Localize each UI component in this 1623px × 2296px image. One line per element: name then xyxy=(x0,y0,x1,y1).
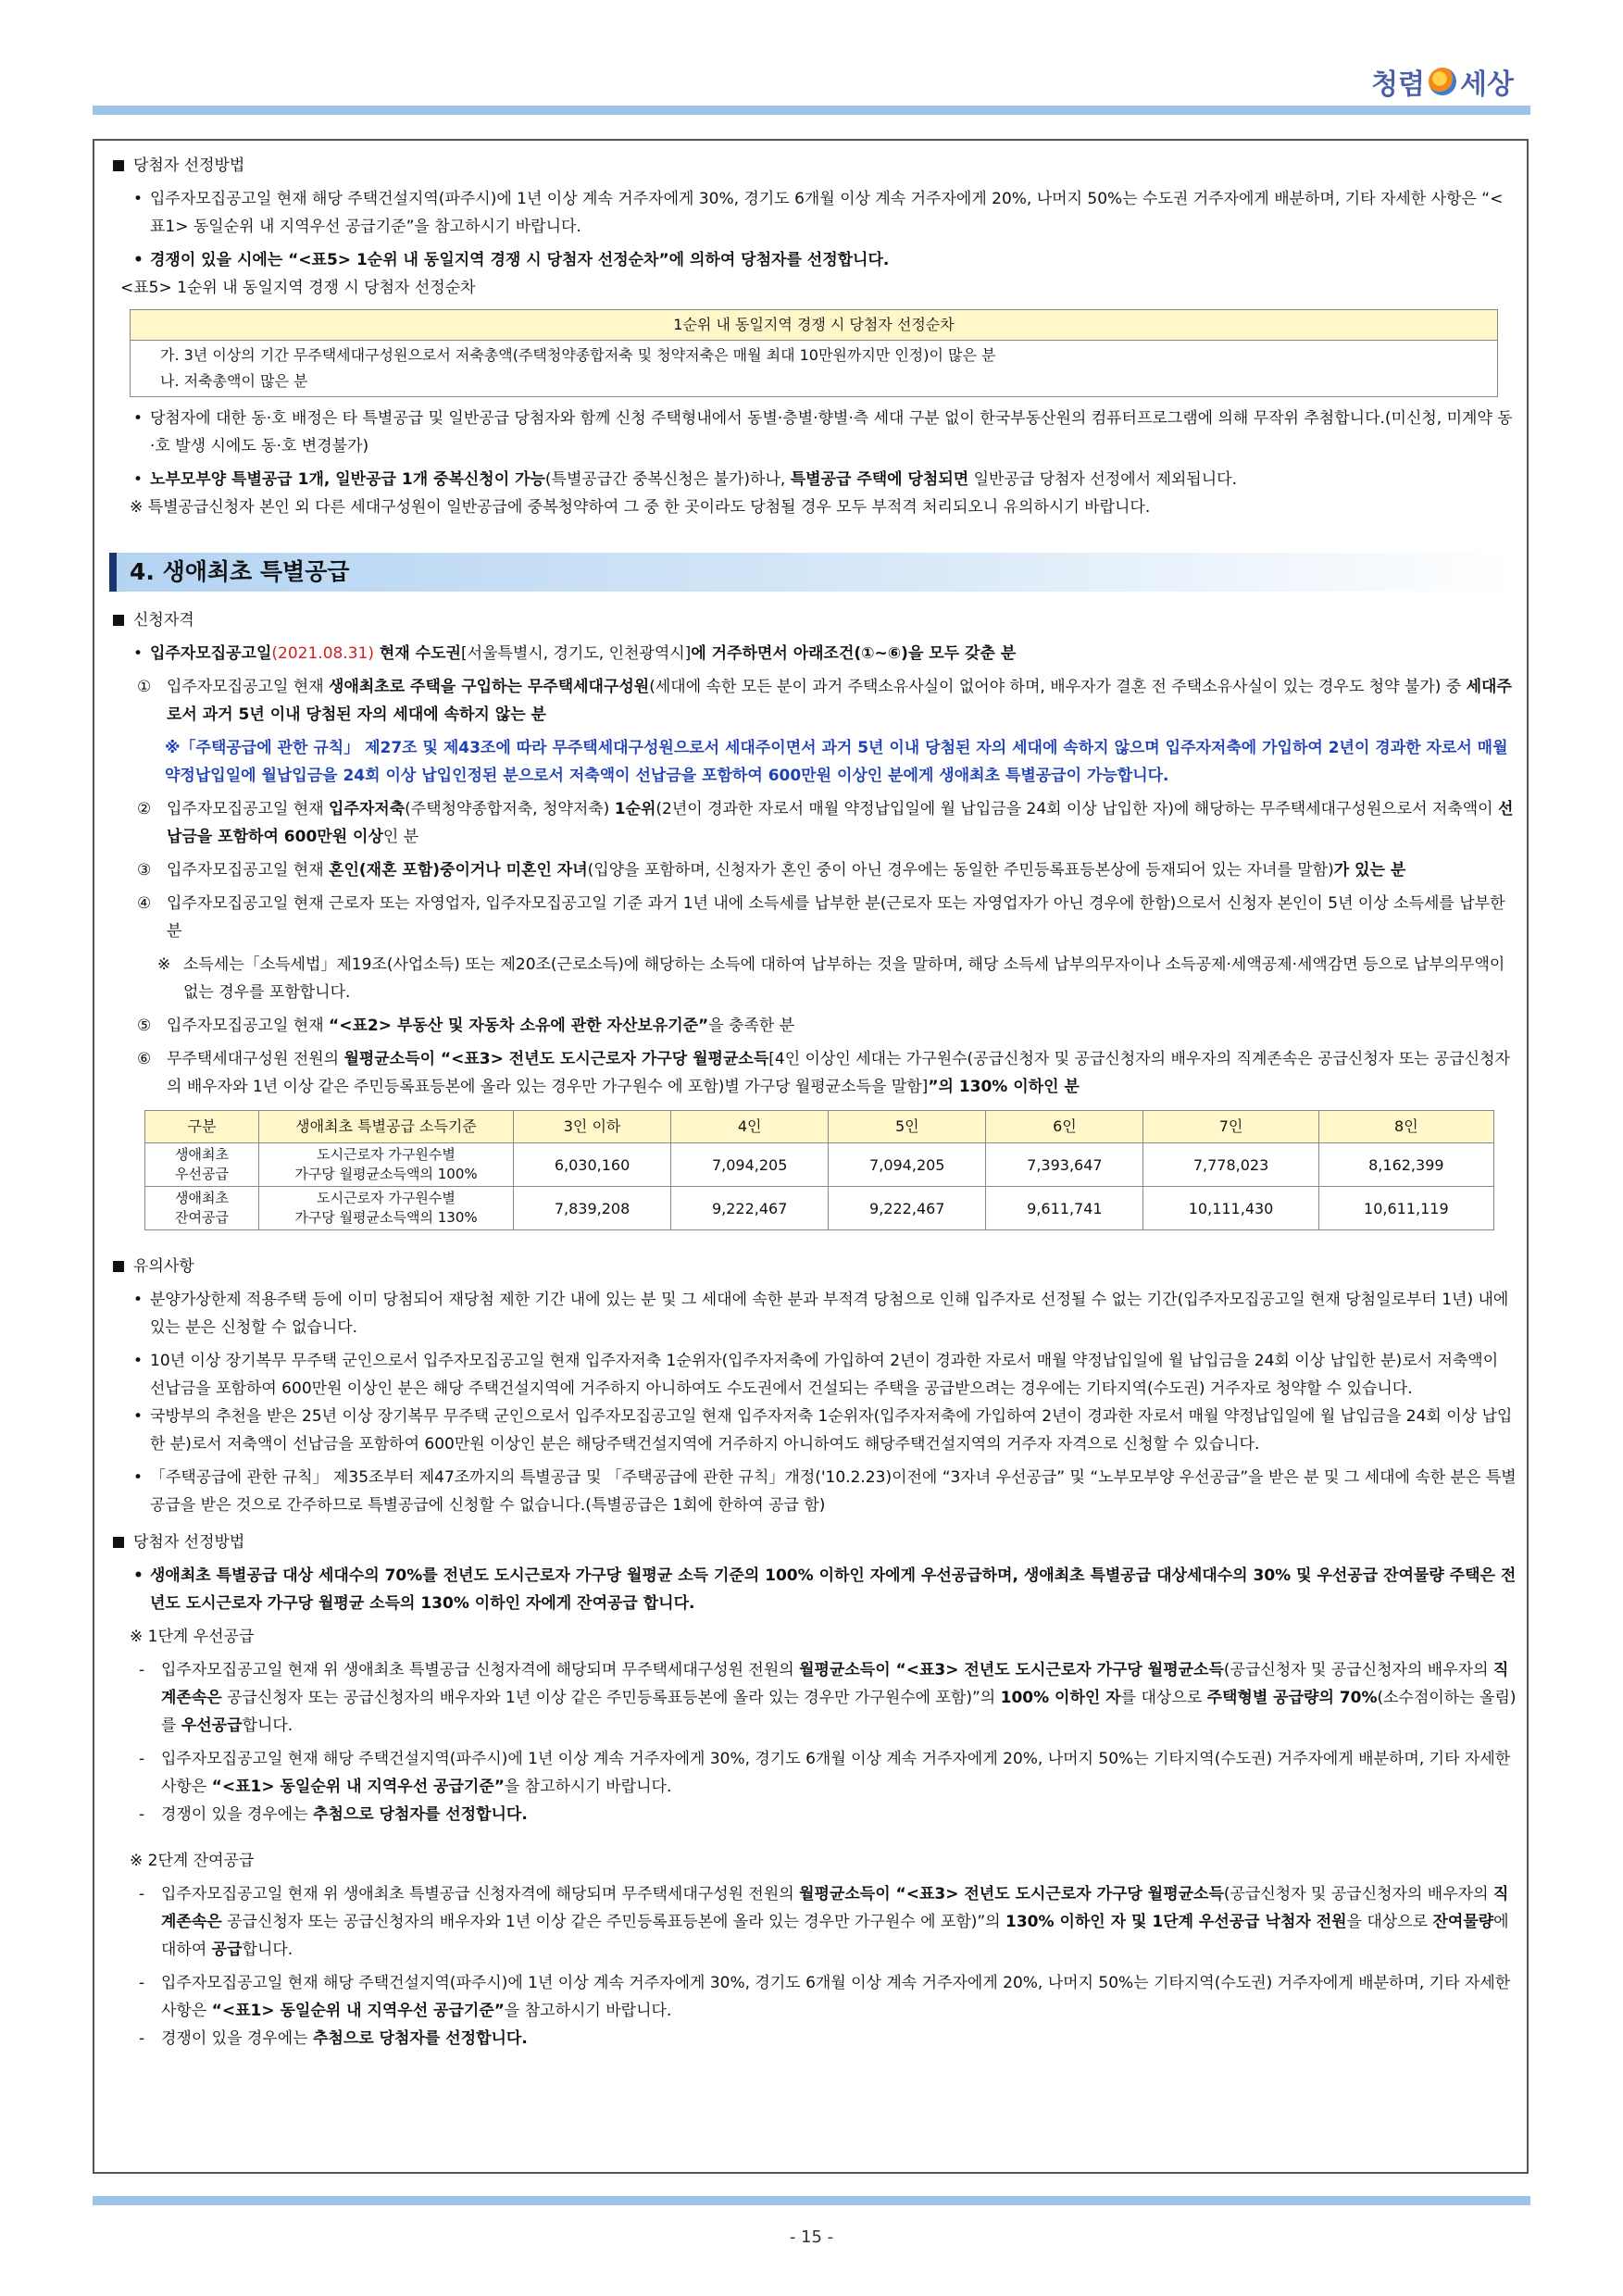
condition-4-note: ※ 소득세는「소득세법」제19조(사업소득) 또는 제20조(근로소득)에 해당하는 소득에 대하여 납부하는 것을 말하며, 해당 소득세 납부의무자이나 소득공제·세액공제·세액감면 등으로 납부의무액이 없는 경우를 포함합니다. xyxy=(157,955,1505,1002)
income-value-cell: 9,222,467 xyxy=(671,1187,829,1230)
income-th: 구분 xyxy=(145,1111,259,1143)
stage2-dash-1: - 입주자모집공고일 현재 위 생애최초 특별공급 신청자격에 해당되며 무주택세대구성원 전원의 월평균소득이 “<표3> 전년도 도시근로자 가구당 월평균소득(공급신청자 및 공급신청자의 배우자의 직계존속은 공급신청자 또는 공급신청자의 배우자와 1년 이상 같은 주민등록표등본에 올라 있는 경우만 가구원수 에 포함)”의 130% 이하인 자 및 1단계 우선공급 낙첨자 전원을 대상으로 잔여물량에 대하여 공급합니다. xyxy=(139,1885,1509,1959)
income-value-cell: 9,611,741 xyxy=(986,1187,1143,1230)
square-bullet-icon xyxy=(113,1537,124,1548)
table5-header: 1순위 내 동일지역 경쟁 시 당첨자 선정순차 xyxy=(131,310,1498,341)
income-value-cell: 7,778,023 xyxy=(1143,1143,1318,1187)
condition-4: ④ 입주자모집공고일 현재 근로자 또는 자영업자, 입주자모집공고일 기준 과거 1년 내에 소득세를 납부한 분(근로자 또는 자영업자가 아닌 경우에 한함)으로서 신청자 본인이 5년 이상 소득세를 납부한 분 xyxy=(137,894,1505,941)
winner1-bullet-2: • 경쟁이 있을 시에는 “<표5> 1순위 내 동일지역 경쟁 시 당첨자 선정순차”에 의하여 당첨자를 선정합니다. xyxy=(109,246,1517,274)
logo-text-right: 세상 xyxy=(1460,69,1514,101)
header-rule xyxy=(93,106,1530,115)
income-criteria-table xyxy=(144,1110,1494,1230)
footer-rule xyxy=(93,2196,1530,2205)
income-type-cell: 생애최초 우선공급 xyxy=(145,1143,259,1187)
caution-bullet-1: • 분양가상한제 적용주택 등에 이미 당첨되어 재당첨 제한 기간 내에 있는 분 및 그 세대에 속한 분과 부적격 당첨으로 인해 입주자로 선정될 수 없는 기간(입주자모집공고일 현재 당첨일로부터 1년) 내에 있는 분은 신청할 수 없습니다. xyxy=(109,1286,1517,1341)
section-banner-title: 4. 생애최초 특별공급 xyxy=(130,558,350,585)
stage1-dash-1: - 입주자모집공고일 현재 위 생애최초 특별공급 신청자격에 해당되며 무주택세대구성원 전원의 월평균소득이 “<표3> 전년도 도시근로자 가구당 월평균소득(공급신청자 및 공급신청자의 배우자의 직계존속은 공급신청자 또는 공급신청자의 배우자와 1년 이상 같은 주민등록표등본에 올라 있는 경우만 가구원수에 포함)”의 100% 이하인 자를 대상으로 주택형별 공급량의 70%(소수점이하는 올림)를 우선공급합니다. xyxy=(139,1661,1517,1735)
income-th: 8인 xyxy=(1318,1111,1493,1143)
table5-selection-order xyxy=(130,309,1498,397)
section-heading-eligibility: 신청자격 xyxy=(109,606,1517,634)
square-bullet-icon xyxy=(113,160,124,171)
section-heading-winner-selection-2: 당첨자 선정방법 xyxy=(109,1529,1517,1556)
income-th: 생애최초 특별공급 소득기준 xyxy=(259,1111,514,1143)
income-basis-cell: 도시근로자 가구원수별 가구당 월평균소득액의 130% xyxy=(259,1187,514,1230)
winner1-bullet-3: • 당첨자에 대한 동·호 배정은 타 특별공급 및 일반공급 당첨자와 함께 신청 주택형내에서 동별·층별·향별·측 세대 구분 없이 한국부동산원의 컴퓨터프로그램에 의해 무작위 추첨합니다.(미신청, 미계약 동·호 발생 시에도 동·호 변경불가) xyxy=(109,405,1517,460)
income-value-cell: 6,030,160 xyxy=(514,1143,671,1187)
income-value-cell: 7,393,647 xyxy=(986,1143,1143,1187)
income-value-cell: 9,222,467 xyxy=(829,1187,986,1230)
stage1-dash-3: - 경쟁이 있을 경우에는 추첨으로 당첨자를 선정합니다. xyxy=(139,1805,528,1824)
condition-2: ② 입주자모집공고일 현재 입주자저축(주택청약종합저축, 청약저축) 1순위(2년이 경과한 자로서 매월 약정납입일에 월 납입금을 24회 이상 납입한 자)에 해당하는 무주택세대구성원으로서 저축액이 선납금을 포함하여 600만원 이상인 분 xyxy=(137,800,1514,846)
stage2-dash-3: - 경쟁이 있을 경우에는 추첨으로 당첨자를 선정합니다. xyxy=(139,2029,528,2048)
income-table-header-row xyxy=(145,1111,1494,1143)
table5-row-1: 가. 3년 이상의 기간 무주택세대구성원으로서 저축총액(주택청약종합저축 및 청약저축은 매월 최대 10만원까지만 인정)이 많은 분 xyxy=(160,346,996,364)
condition-1: ① 입주자모집공고일 현재 생애최초로 주택을 구입하는 무주택세대구성원(세대에 속한 모든 분이 과거 주택소유사실이 없어야 하며, 배우자가 결혼 전 주택소유사실이 있는 경우도 청약 불가) 중 세대주로서 과거 5년 이내 당첨된 자의 세대에 속하지 않는 분 xyxy=(137,678,1512,724)
income-value-cell: 7,094,205 xyxy=(671,1143,829,1187)
caution-bullet-2: • 10년 이상 장기복무 무주택 군인으로서 입주자모집공고일 현재 입주자저축 1순위자(입주자저축에 가입하여 2년이 경과한 자로서 매월 약정납입일에 월 납입금을 24회 이상 납입한 분)로서 저축액이 선납금을 포함하여 600만원 이상인 분은 해당 주택건설지역에 거주하지 아니하여도 수도권에서 건설되는 주택을 공급받으려는 경우에는 기타지역(수도권) 거주자로 청약할 수 있습니다. xyxy=(109,1347,1517,1403)
income-th: 4인 xyxy=(671,1111,829,1143)
section-heading-caution: 유의사항 xyxy=(109,1253,1517,1280)
table5-caption: <표5> 1순위 내 동일지역 경쟁 시 당첨자 선정순차 xyxy=(120,279,476,297)
income-value-cell: 7,839,208 xyxy=(514,1187,671,1230)
stage2-heading: ※ 2단계 잔여공급 xyxy=(130,1852,255,1870)
condition-3: ③ 입주자모집공고일 현재 혼인(재혼 포함)중이거나 미혼인 자녀(입양을 포함하며, 신청자가 혼인 중이 아닌 경우에는 동일한 주민등록표등본상에 등재되어 있는 자녀를 말함)가 있는 분 xyxy=(137,861,1406,880)
income-value-cell: 10,111,430 xyxy=(1143,1187,1318,1230)
section-banner-bar xyxy=(109,553,117,592)
income-type-cell: 생애최초 잔여공급 xyxy=(145,1187,259,1230)
condition-6: ⑥ 무주택세대구성원 전원의 월평균소득이 “<표3> 전년도 도시근로자 가구당 월평균소득[4인 이상인 세대는 가구원수(공급신청자 및 공급신청자의 배우자의 직계존속은 공급신청자 또는 공급신청자의 배우자와 1년 이상 같은 주민등록표등본에 올라 있는 경우만 가구원수 에 포함)별 가구당 월평균소득을 말함]”의 130% 이하인 분 xyxy=(137,1050,1510,1096)
condition-5: ⑤ 입주자모집공고일 현재 “<표2> 부동산 및 자동차 소유에 관한 자산보유기준”을 충족한 분 xyxy=(137,1017,795,1035)
winner2-lead: • 생애최초 특별공급 대상 세대수의 70%를 전년도 도시근로자 가구당 월평균 소득 기준의 100% 이하인 자에게 우선공급하며, 생애최초 특별공급 대상세대수의 30% 및 우선공급 잔여물량 주택은 전년도 도시근로자 가구당 월평균 소득의 130% 이하인 자에게 잔여공급 합니다. xyxy=(109,1562,1517,1617)
winner1-note: ※ 특별공급신청자 본인 외 다른 세대구성원이 일반공급에 중복청약하여 그 중 한 곳이라도 당첨될 경우 모두 부적격 처리되오니 유의하시기 바랍니다. xyxy=(130,498,1151,517)
income-th: 6인 xyxy=(986,1111,1143,1143)
eligibility-lead: • 입주자모집공고일(2021.08.31) 현재 수도권[서울특별시, 경기도, 인천광역시]에 거주하면서 아래조건(①~⑥)을 모두 갖춘 분 xyxy=(109,640,1517,668)
stage2-dash-2: - 입주자모집공고일 현재 해당 주택건설지역(파주시)에 1년 이상 계속 거주자에게 30%, 경기도 6개월 이상 계속 거주자에게 20%, 나머지 50%는 기타지역(수도권) 거주자에게 배분하며, 기타 자세한 사항은 “<표1> 동일순위 내 지역우선 공급기준”을 참고하시기 바랍니다. xyxy=(139,1974,1511,2020)
condition-1-blue-note: ※「주택공급에 관한 규칙」 제27조 및 제43조에 따라 무주택세대구성원으로서 세대주이면서 과거 5년 이내 당첨된 자의 세대에 속하지 않으며 입주자저축에 가입하여 2년이 경과한 자로서 매월 약정납입일에 월납입금을 24회 이상 납입인정된 분으로서 저축액이 선납금을 포함하여 600만원 이상인 분에게 생애최초 특별공급이 가능합니다. xyxy=(165,739,1508,785)
table5-row-2: 나. 저축총액이 많은 분 xyxy=(160,372,308,390)
square-bullet-icon xyxy=(113,615,124,626)
logo-emblem-icon xyxy=(1429,68,1456,95)
income-table-row xyxy=(145,1187,1494,1230)
caution-bullet-3: • 국방부의 추천을 받은 25년 이상 장기복무 무주택 군인으로서 입주자모집공고일 현재 입주자저축 1순위자(입주자저축에 가입하여 2년이 경과한 자로서 매월 약정납입일에 월 납입금을 24회 이상 납입한 분)로서 저축액이 선납금을 포함하여 600만원 이상인 분은 해당주택건설지역에 거주하지 아니하여도 해당주택건설지역의 거주자 자격으로 신청할 수 있습니다. xyxy=(109,1403,1517,1458)
winner1-bullet-4: • 노부모부양 특별공급 1개, 일반공급 1개 중복신청이 가능(특별공급간 중복신청은 불가)하나, 특별공급 주택에 당첨되면 일반공급 당첨자 선정에서 제외됩니다. xyxy=(109,466,1517,493)
square-bullet-icon xyxy=(113,1261,124,1272)
income-th: 3인 이하 xyxy=(514,1111,671,1143)
content xyxy=(109,152,1517,2053)
income-value-cell: 8,162,399 xyxy=(1318,1143,1493,1187)
stage1-heading: ※ 1단계 우선공급 xyxy=(130,1628,255,1646)
income-value-cell: 7,094,205 xyxy=(829,1143,986,1187)
stage1-dash-2: - 입주자모집공고일 현재 해당 주택건설지역(파주시)에 1년 이상 계속 거주자에게 30%, 경기도 6개월 이상 계속 거주자에게 20%, 나머지 50%는 기타지역(수도권) 거주자에게 배분하며, 기타 자세한 사항은 “<표1> 동일순위 내 지역우선 공급기준”을 참고하시기 바랍니다. xyxy=(139,1750,1511,1796)
caution-bullet-4: • 「주택공급에 관한 규칙」 제35조부터 제47조까지의 특별공급 및 「주택공급에 관한 규칙」개정('10.2.23)이전에 “3자녀 우선공급” 및 “노부모부양 우선공급”을 받은 분 및 그 세대에 속한 분은 특별공급을 받은 것으로 간주하므로 특별공급에 신청할 수 없습니다.(특별공급은 1회에 한하여 공급 함) xyxy=(109,1464,1517,1519)
income-th: 5인 xyxy=(829,1111,986,1143)
page-number: - 15 - xyxy=(789,2227,834,2247)
income-th: 7인 xyxy=(1143,1111,1318,1143)
section-banner xyxy=(109,553,1517,592)
logo xyxy=(1371,61,1514,102)
income-table-row xyxy=(145,1143,1494,1187)
income-basis-cell: 도시근로자 가구원수별 가구당 월평균소득액의 100% xyxy=(259,1143,514,1187)
table5-row xyxy=(131,341,1498,397)
income-value-cell: 10,611,119 xyxy=(1318,1187,1493,1230)
logo-text-left: 청렴 xyxy=(1371,69,1426,101)
winner1-bullet-1: • 입주자모집공고일 현재 해당 주택건설지역(파주시)에 1년 이상 계속 거주자에게 30%, 경기도 6개월 이상 계속 거주자에게 20%, 나머지 50%는 수도권 거주자에게 배분하며, 기타 자세한 사항은 “<표1> 동일순위 내 지역우선 공급기준”을 참고하시기 바랍니다. xyxy=(109,185,1517,241)
section-heading-winner-selection-1: 당첨자 선정방법 xyxy=(109,152,1517,180)
